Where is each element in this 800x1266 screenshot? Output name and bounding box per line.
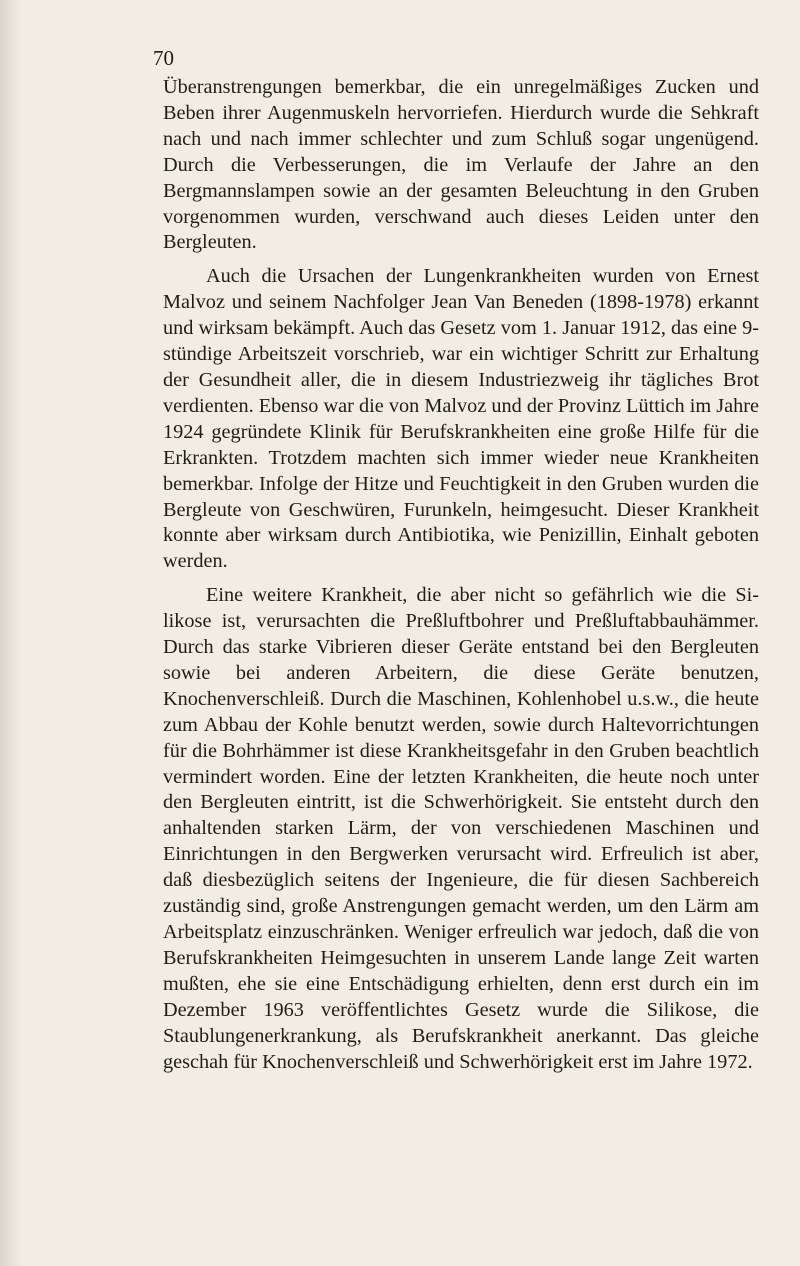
page-number: 70 <box>153 46 174 70</box>
paragraph-occupational-diseases: Eine weitere Krankheit, die aber nicht so gefährlich wie die Silikose ist, verursachten die Preßluftbohrer und Preßluftabbauhämmer. Durch das starke Vibrieren dieser Geräte entstand bei den Bergleuten sowie bei anderen Arbeitern, die diese Geräte benutzen, Knochenverschleiß. Durch die Maschinen, Kohlenhobel u.s.w., die heute zum Abbau der Kohle benutzt werden, sowie durch Haltevorrichtungen für die Bohrhämmer ist diese Krankheitsgefahr in den Gruben beachtlich vermindert worden. Eine der letzten Krankheiten, die heute noch unter den Bergleuten eintritt, ist die Schwerhörigkeit. Sie entsteht durch den anhaltenden starken Lärm, der von verschiedenen Maschinen und Einrichtungen in den Bergwerken verursacht wird. Erfreulich ist aber, daß diesbezüglich seitens der Ingenieure, die für diesen Sachbereich zuständig sind, große Anstrengungen gemacht werden, um den Lärm am Arbeitsplatz einzuschränken. Weniger erfreulich war jedoch, daß die von Berufskrankheiten Heimgesuchten in unserem Lande lange Zeit warten mußten, ehe sie eine Entschädigung erhielten, denn erst durch ein im Dezember 1963 veröffentlichtes Gesetz wurde die Silikose, die Staublungenerkrankung, als Berufskrankheit anerkannt. Das gleiche geschah für Knochenverschleiß und Schwerhörigkeit erst im Jahre 1972. <box>163 584 759 1073</box>
paragraph-lung-diseases: Auch die Ursachen der Lungenkrankheiten wurden von Ernest Malvoz und seinem Nachfolger Jean Van Beneden (1898-1978) erkannt und wirksam bekämpft. Auch das Gesetz vom 1. Januar 1912, das eine 9-stündige Arbeitszeit vorschrieb, war ein wichtiger Schritt zur Erhaltung der Gesundheit aller, die in diesem Industriezweig ihr tägliches Brot verdienten. Ebenso war die von Malvoz und der Provinz Lüttich im Jahre 1924 gegründete Klinik für Berufskrankheiten eine große Hilfe für die Erkrankten. Trotzdem machten sich immer wieder neue Krankheiten bemerkbar. Infolge der Hitze und Feuchtigkeit in den Gruben wurden die Bergleute von Geschwüren, Furunkeln, heimgesucht. Dieser Krankheit konnte aber wirksam durch Antibiotika, wie Penizillin, Einhalt geboten werden. <box>163 265 759 573</box>
body-text <box>163 75 759 1075</box>
paragraph-eye-strain: Überanstrengungen bemerkbar, die ein unregelmäßiges Zucken und Beben ihrer Augenmuskeln hervorriefen. Hierdurch wurde die Sehkraft nach und nach immer schlechter und zum Schluß sogar ungenügend. Durch die Verbesserungen, die im Verlaufe der Jahre an den Bergmannslampen sowie an der gesamten Beleuchtung in den Gruben vorgenommen wurden, verschwand auch dieses Leiden unter den Bergleuten. <box>163 76 759 254</box>
page-binding-shadow <box>0 0 22 1266</box>
